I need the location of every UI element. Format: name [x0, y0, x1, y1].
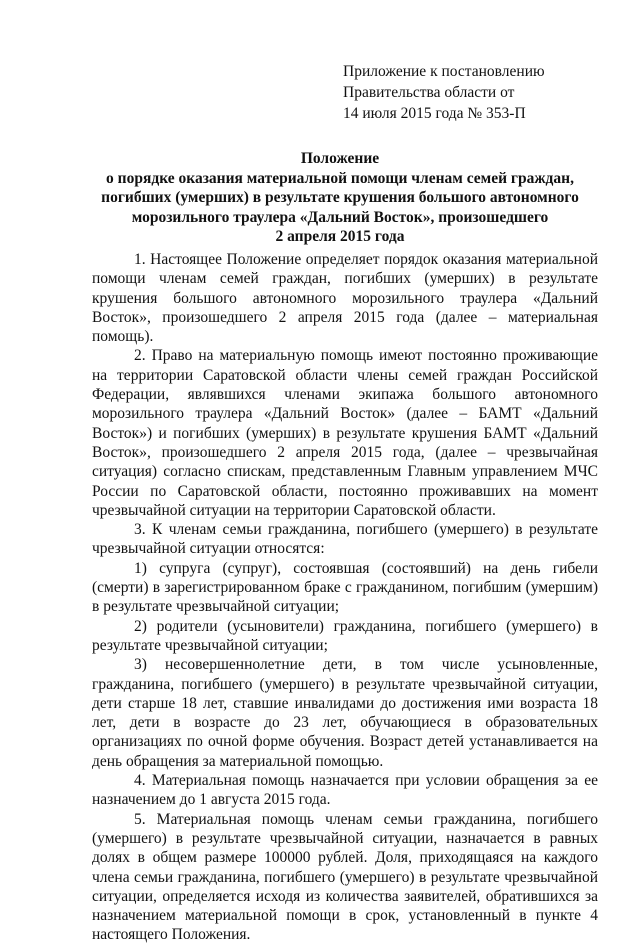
sub-item-3: 3) несовершеннолетние дети, в том числе усыновленные, гражданина, погибшего (умершего) в результате чрезвычайной ситуации, дети старше 18 лет, ставшие инвалидами до достижения ими возраста 18 лет, дети в возрасте до 23 лет, обучающиеся в образовательных организациях по очной форме обучения. Возраст детей устанавливается на день обращения за материальной помощью.	[92, 656, 598, 770]
paragraph-3: 3. К членам семьи гражданина, погибшего (умершего) в результате чрезвычайной ситуации относятся:	[92, 521, 598, 558]
appendix-header	[343, 61, 603, 124]
appendix-line-3: 14 июля 2015 года № 353-П	[343, 105, 526, 122]
paragraph-2: 2. Право на материальную помощь имеют постоянно проживающие на территории Саратовской области члены семей граждан Российской Федерации, являвшихся членами экипажа большого автономного морозильного траулера «Дальний Восток» (далее – БАМТ «Дальний Восток») и погибших (умерших) в результате крушения БАМТ «Дальний Восток», произошедшего 2 апреля 2015 года, (далее – чрезвычайная ситуация) согласно спискам, представленным Главным управлением МЧС России по Саратовской области, постоянно проживавших на момент чрезвычайной ситуации на территории Саратовской области.	[92, 347, 598, 519]
title-line-4: морозильного траулера «Дальний Восток», произошедшего	[131, 208, 549, 226]
title-line-1: Положение	[300, 150, 380, 167]
appendix-line-2: Правительства области от	[343, 84, 515, 101]
sub-item-2: 2) родители (усыновители) гражданина, погибшего (умершего) в результате чрезвычайной ситуации;	[92, 617, 598, 654]
paragraph-5: 5. Материальная помощь членам семьи гражданина, погибшего (умершего) в результате чрезвычайной ситуации, назначается в равных долях в общем размере 100000 рублей. Доля, приходящаяся на каждого члена семьи гражданина, погибшего (умершего) в результате чрезвычайной ситуации, определяется исходя из количества заявителей, обратившихся за назначением материальной помощи в срок, установленный в пункте 4 настоящего Положения.	[92, 810, 598, 944]
document-title	[80, 149, 600, 247]
title-line-5: 2 апреля 2015 года	[275, 228, 405, 245]
appendix-line-1: Приложение к постановлению	[343, 63, 545, 80]
paragraph-4: 4. Материальная помощь назначается при условии обращения за ее назначением до 1 августа 2015 года.	[92, 772, 598, 809]
title-line-3: погибших (умерших) в результате крушения большого автономного	[101, 189, 579, 206]
paragraph-1: 1. Настоящее Положение определяет порядок оказания материальной помощи членам семей граждан, погибших (умерших) в результате крушения большого автономного морозильного траулера «Дальний Восток», произошедшего 2 апреля 2015 года (далее – материальная помощь).	[92, 251, 598, 346]
title-line-2: о порядке оказания материальной помощи членам семей граждан,	[106, 169, 574, 187]
document-body	[92, 250, 598, 945]
sub-item-1: 1) супруга (супруг), состоявшая (состоявший) на день гибели (смерти) в зарегистрированном браке с гражданином, погибшим (умершим) в результате чрезвычайной ситуации;	[92, 559, 598, 616]
